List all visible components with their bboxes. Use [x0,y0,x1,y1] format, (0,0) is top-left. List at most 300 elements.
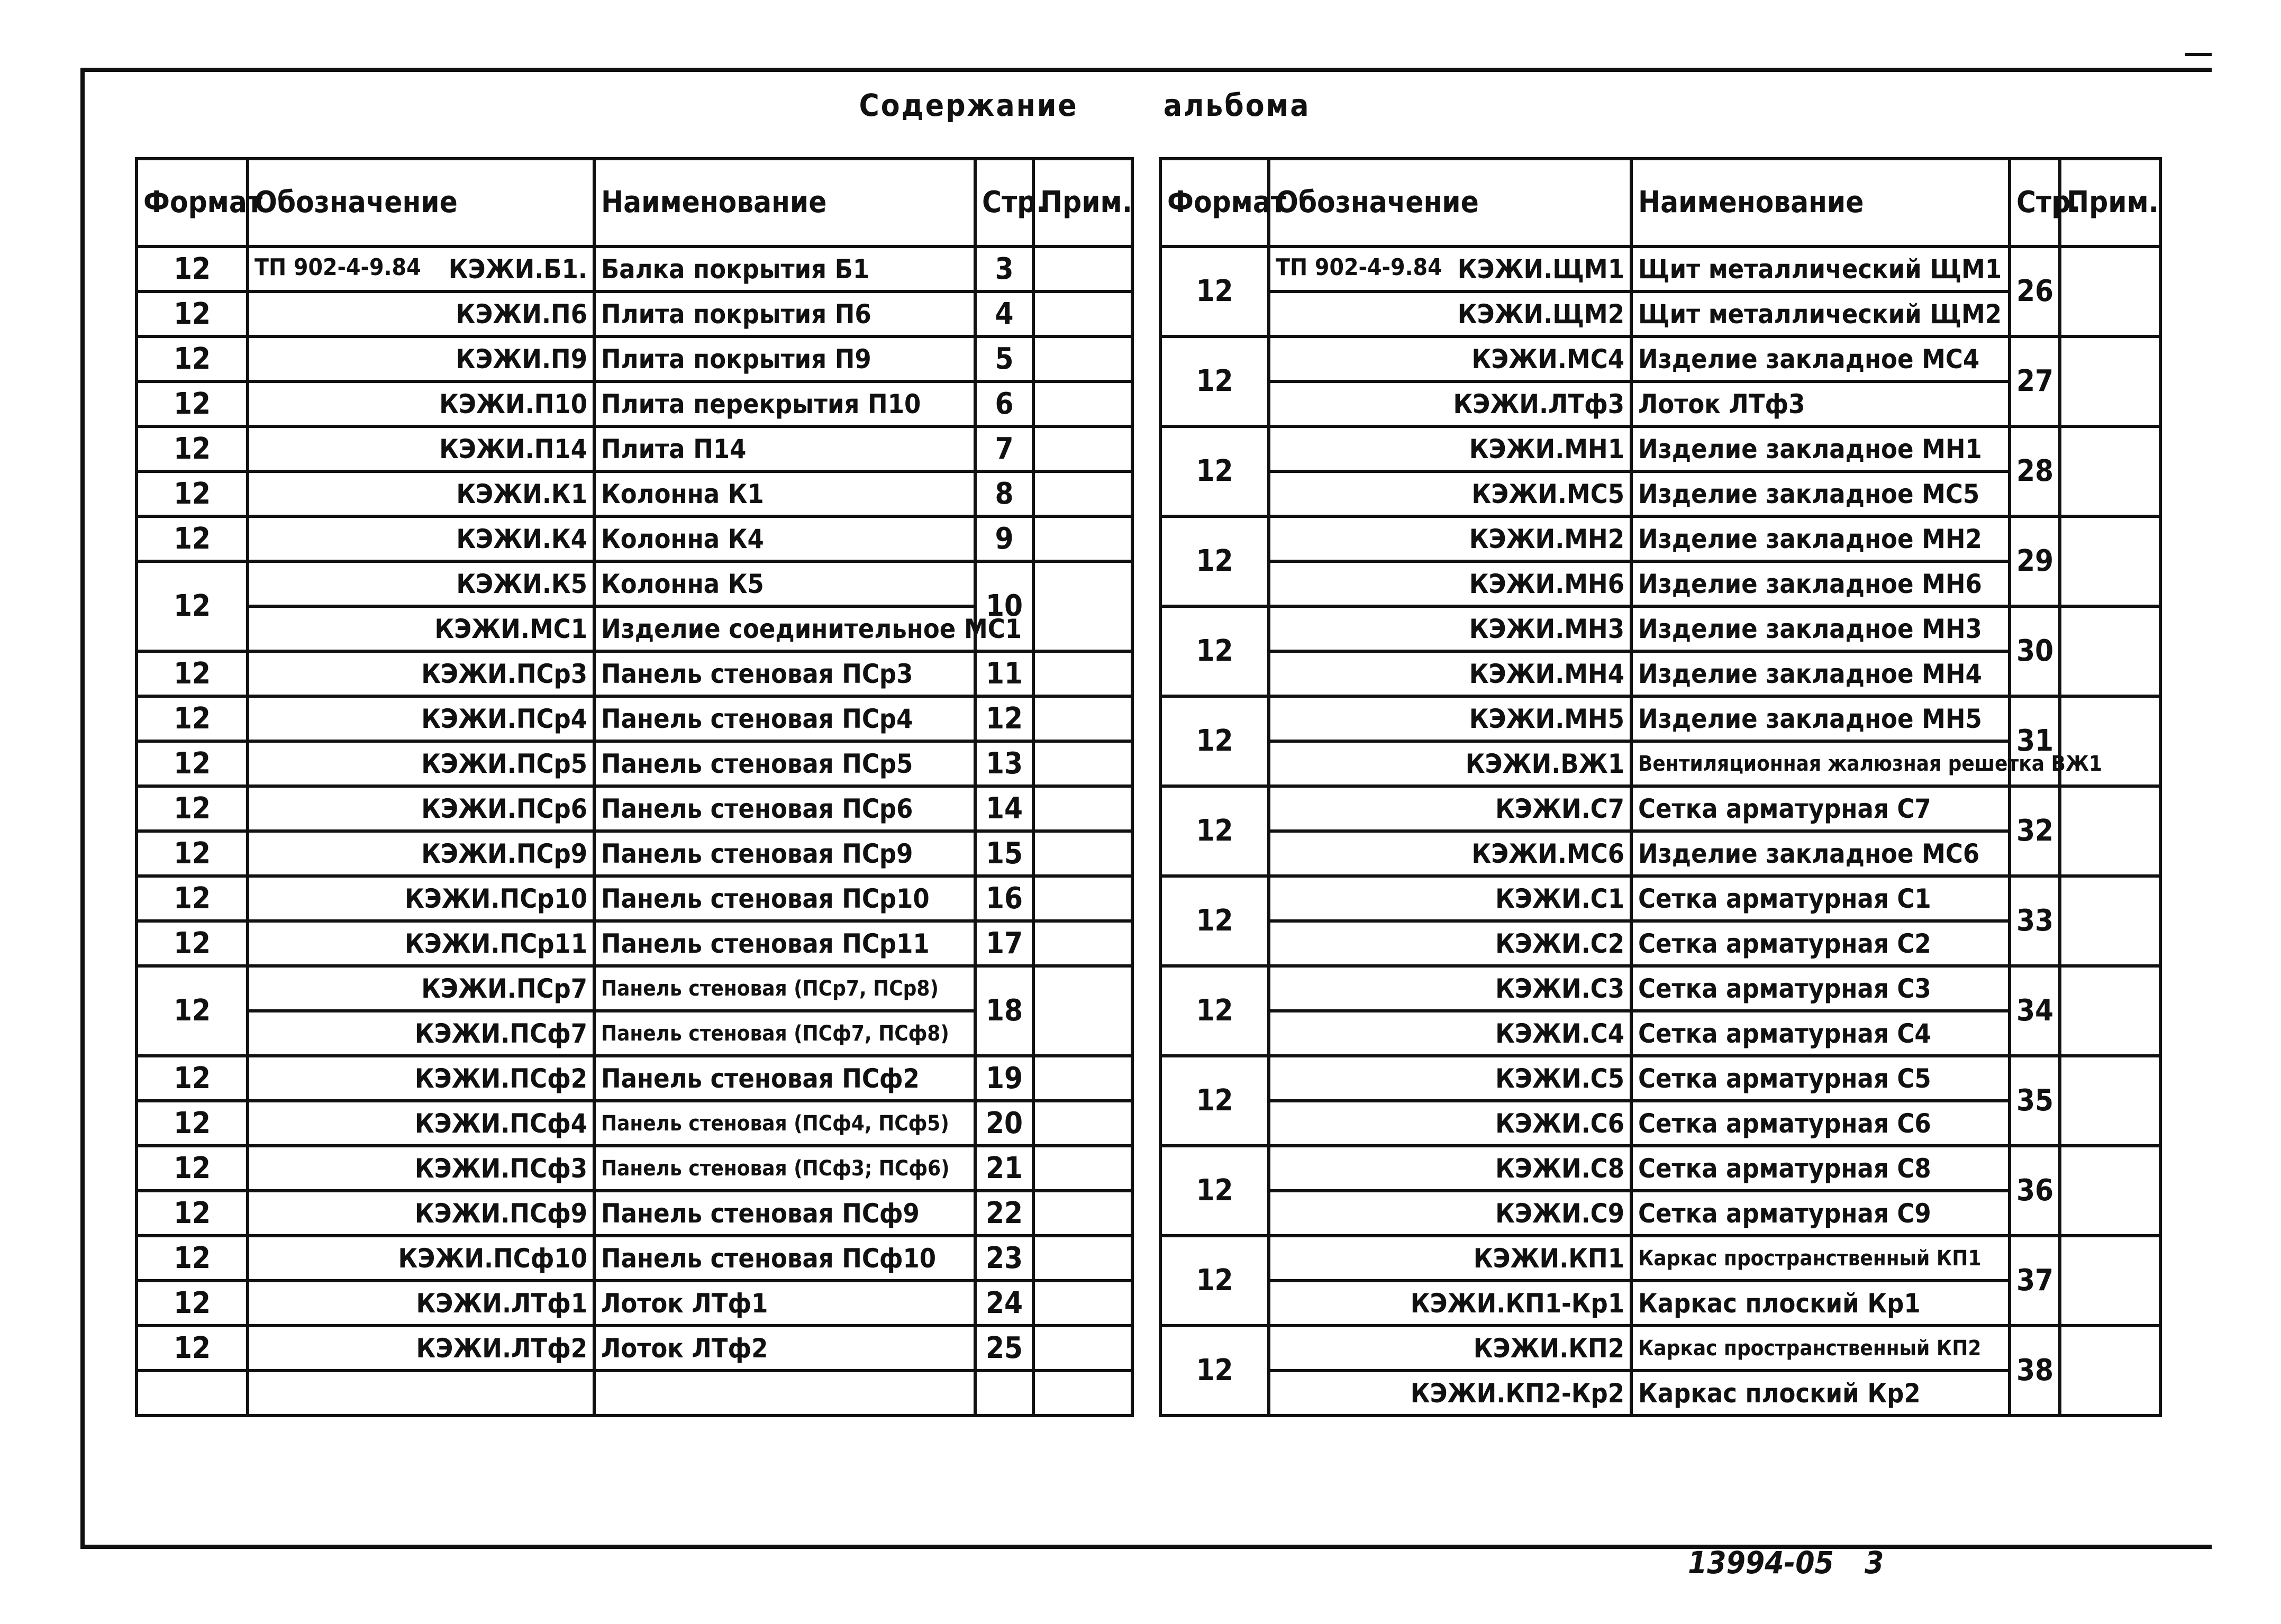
cell-format: 12 [137,741,248,786]
designation-value: КЭЖИ.ЛТф2 [416,1333,587,1364]
cell-note [1033,247,1132,291]
cell-page: 17 [975,921,1033,966]
cell-page: 11 [975,651,1033,696]
cell-designation [248,966,594,1011]
table-row [1160,606,2160,651]
designation-prefix: ТП 902-4-9.84 [1276,253,1442,281]
cell-format: 12 [137,1236,248,1281]
designation-value: КЭЖИ.КП1 [1473,1243,1624,1274]
cell-name: Изделие соединительное МС1 [594,606,975,651]
table-row [137,1236,1132,1281]
cell-note [1033,291,1132,336]
table-header-row [1160,159,2160,247]
cell-name: Панель стеновая ПСр6 [594,786,975,831]
designation-value: КЭЖИ.С7 [1495,793,1624,824]
cell-note [2060,1146,2160,1236]
designation-value: КЭЖИ.ПСр3 [421,658,587,689]
cell-name: Панель стеновая ПСф9 [594,1191,975,1236]
designation-value: КЭЖИ.П9 [456,343,587,375]
designation-value: КЭЖИ.С6 [1495,1108,1624,1139]
cell-name: Колонна К4 [594,516,975,561]
frame-bottom-line [80,1545,2212,1549]
header-designation: Обозначение [1269,159,1631,247]
cell-designation [248,831,594,876]
cell-designation [1269,1011,1631,1056]
cell-note [2060,786,2160,876]
table-row [137,336,1132,381]
designation-value: КЭЖИ.ЩМ1 [1457,253,1624,285]
empty-cell [248,1371,594,1416]
designation-value: КЭЖИ.ЛТф1 [416,1288,587,1319]
cell-designation [1269,1371,1631,1416]
table-row [137,1191,1132,1236]
cell-designation [248,1191,594,1236]
header-format: Формат [1160,159,1269,247]
table-row [1160,1236,2160,1281]
designation-value: КЭЖИ.С3 [1495,973,1624,1004]
cell-note [1033,1191,1132,1236]
cell-page: 4 [975,291,1033,336]
cell-designation [1269,1101,1631,1146]
cell-designation [1269,561,1631,606]
designation-value: КЭЖИ.МН5 [1469,703,1624,734]
cell-page: 16 [975,876,1033,921]
cell-page: 37 [2010,1236,2060,1326]
cell-designation [1269,1056,1631,1101]
cell-note [1033,1146,1132,1191]
designation-value: КЭЖИ.МН6 [1469,568,1624,599]
footer-sheet: 3 [1864,1545,1884,1581]
designation-value: КЭЖИ.МС5 [1471,478,1624,509]
cell-format: 12 [137,831,248,876]
cell-name: Плита покрытия П9 [594,336,975,381]
cell-designation [1269,966,1631,1011]
cell-note [1033,426,1132,471]
designation-value: КЭЖИ.ПСф2 [414,1063,587,1094]
table-row [137,516,1132,561]
header-designation: Обозначение [248,159,594,247]
cell-page: 22 [975,1191,1033,1236]
designation-value: КЭЖИ.МН4 [1469,658,1624,689]
cell-note [2060,516,2160,606]
cell-designation [1269,921,1631,966]
cell-name: Лоток ЛТф3 [1631,381,2010,426]
cell-name: Сетка арматурная С6 [1631,1101,2010,1146]
cell-name: Сетка арматурная С1 [1631,876,2010,921]
table-row [137,786,1132,831]
table-row [137,1146,1132,1191]
cell-format: 12 [137,336,248,381]
header-note: Прим. [2060,159,2160,247]
cell-note [1033,336,1132,381]
empty-cell [594,1371,975,1416]
cell-designation [1269,336,1631,381]
cell-page: 28 [2010,426,2060,516]
cell-page: 33 [2010,876,2060,966]
contents-table-left [135,157,1134,1417]
corner-mark [2185,53,2212,56]
cell-page: 31 [2010,696,2060,786]
cell-note [2060,1056,2160,1146]
cell-note [1033,561,1132,651]
cell-note [1033,876,1132,921]
cell-note [1033,1101,1132,1146]
designation-value: КЭЖИ.Б1. [448,253,587,285]
cell-name: Каркас пространственный КП2 [1631,1326,2010,1371]
cell-name: Сетка арматурная С4 [1631,1011,2010,1056]
table-row [137,741,1132,786]
cell-name: Колонна К1 [594,471,975,516]
cell-name: Изделие закладное МН4 [1631,651,2010,696]
cell-name: Сетка арматурная С3 [1631,966,2010,1011]
empty-cell [137,1371,248,1416]
cell-page: 26 [2010,247,2060,336]
cell-name: Панель стеновая (ПСф3; ПСф6) [594,1146,975,1191]
cell-note [1033,651,1132,696]
contents-body-right [1160,247,2160,1416]
cell-note [2060,1326,2160,1416]
cell-designation [1269,516,1631,561]
cell-designation [248,1056,594,1101]
table-row [137,921,1132,966]
empty-row [137,1371,1132,1416]
cell-page: 8 [975,471,1033,516]
cell-format: 12 [1160,1056,1269,1146]
cell-name: Вентиляционная жалюзная решетка ВЖ1 [1631,741,2010,786]
cell-page: 6 [975,381,1033,426]
cell-format: 12 [137,876,248,921]
cell-designation [248,651,594,696]
cell-page: 7 [975,426,1033,471]
cell-format: 12 [1160,516,1269,606]
cell-name: Панель стеновая (ПСф4, ПСф5) [594,1101,975,1146]
table-row [137,426,1132,471]
title-part2: альбома [1163,87,1311,123]
designation-value: КЭЖИ.МС4 [1471,343,1624,375]
table-row [1160,516,2160,561]
cell-name: Сетка арматурная С2 [1631,921,2010,966]
table-row [137,1281,1132,1326]
cell-format: 12 [1160,336,1269,426]
cell-page: 36 [2010,1146,2060,1236]
table-row [137,1056,1132,1101]
empty-cell [1033,1371,1132,1416]
cell-note [2060,966,2160,1056]
header-name: Наименование [1631,159,2010,247]
cell-page: 29 [2010,516,2060,606]
cell-name: Каркас пространственный КП1 [1631,1236,2010,1281]
cell-designation [248,381,594,426]
cell-designation [248,516,594,561]
table-row [137,966,1132,1011]
cell-designation [1269,651,1631,696]
cell-designation [248,921,594,966]
cell-designation [1269,606,1631,651]
designation-value: КЭЖИ.ПСф10 [398,1243,587,1274]
designation-value: КЭЖИ.К5 [456,568,587,599]
designation-value: КЭЖИ.С5 [1495,1063,1624,1094]
cell-designation [248,1011,594,1056]
cell-designation [1269,1191,1631,1236]
cell-name: Панель стеновая ПСф2 [594,1056,975,1101]
table-row [137,247,1132,291]
cell-designation [248,786,594,831]
table-row [137,1101,1132,1146]
designation-value: КЭЖИ.К1 [456,478,587,509]
cell-designation [248,741,594,786]
cell-note [1033,1056,1132,1101]
designation-value: КЭЖИ.ПСф9 [414,1198,587,1229]
cell-note [2060,876,2160,966]
cell-page: 15 [975,831,1033,876]
table-row [1160,247,2160,291]
designation-value: КЭЖИ.П10 [439,388,587,419]
cell-page: 3 [975,247,1033,291]
cell-page: 21 [975,1146,1033,1191]
cell-name: Сетка арматурная С9 [1631,1191,2010,1236]
designation-value: КЭЖИ.ПСр5 [421,748,587,779]
cell-format: 12 [1160,696,1269,786]
cell-page: 27 [2010,336,2060,426]
cell-format: 12 [137,651,248,696]
cell-page: 32 [2010,786,2060,876]
cell-designation [1269,696,1631,741]
cell-note [1033,831,1132,876]
sheet-code [1688,1545,1884,1581]
cell-note [2060,1236,2160,1326]
cell-designation [248,336,594,381]
cell-format: 12 [137,291,248,336]
designation-value: КЭЖИ.ПСф4 [414,1108,587,1139]
cell-designation [1269,1326,1631,1371]
table-row [1160,966,2160,1011]
designation-value: КЭЖИ.П6 [456,298,587,330]
cell-designation [1269,381,1631,426]
cell-note [1033,381,1132,426]
cell-page: 30 [2010,606,2060,696]
cell-name: Щит металлический ЩМ2 [1631,291,2010,336]
cell-page: 10 [975,561,1033,651]
cell-note [2060,247,2160,336]
cell-name: Колонна К5 [594,561,975,606]
cell-name: Панель стеновая (ПСр7, ПСр8) [594,966,975,1011]
designation-value: КЭЖИ.ПСр11 [404,928,587,959]
cell-designation [1269,786,1631,831]
cell-name: Каркас плоский Кр1 [1631,1281,2010,1326]
header-page: Стр. [975,159,1033,247]
cell-format: 12 [1160,876,1269,966]
cell-note [1033,786,1132,831]
cell-note [2060,336,2160,426]
cell-note [1033,696,1132,741]
cell-designation [248,1146,594,1191]
cell-designation [248,1326,594,1371]
designation-value: КЭЖИ.МС1 [434,613,587,644]
table-row [1160,876,2160,921]
table-row [1160,426,2160,471]
cell-format: 12 [1160,426,1269,516]
table-row [137,1326,1132,1371]
designation-value: КЭЖИ.ПСф3 [414,1153,587,1184]
cell-note [1033,471,1132,516]
empty-cell [975,1371,1033,1416]
cell-name: Плита перекрытия П10 [594,381,975,426]
cell-page: 24 [975,1281,1033,1326]
table-row [137,471,1132,516]
cell-format: 12 [137,1326,248,1371]
cell-page: 19 [975,1056,1033,1101]
cell-page: 35 [2010,1056,2060,1146]
cell-format: 12 [137,516,248,561]
header-page: Стр. [2010,159,2060,247]
table-row [137,651,1132,696]
cell-format: 12 [137,966,248,1056]
cell-name: Панель стеновая ПСф10 [594,1236,975,1281]
cell-format: 12 [1160,966,1269,1056]
cell-designation [1269,1236,1631,1281]
cell-note [2060,426,2160,516]
cell-name: Лоток ЛТф1 [594,1281,975,1326]
cell-note [1033,741,1132,786]
contents-table-right [1159,157,2162,1417]
cell-format: 12 [137,1191,248,1236]
cell-format: 12 [137,1146,248,1191]
cell-designation [1269,426,1631,471]
cell-designation [248,291,594,336]
table-row [137,381,1132,426]
header-name: Наименование [594,159,975,247]
contents-body-left [137,247,1132,1416]
cell-designation [248,606,594,651]
cell-designation [1269,1146,1631,1191]
designation-value: КЭЖИ.ПСр6 [421,793,587,824]
cell-format: 12 [1160,786,1269,876]
cell-name: Изделие закладное МН2 [1631,516,2010,561]
cell-name: Балка покрытия Б1 [594,247,975,291]
designation-value: КЭЖИ.ЩМ2 [1457,298,1624,330]
cell-designation [1269,741,1631,786]
cell-page: 12 [975,696,1033,741]
designation-value: КЭЖИ.МС6 [1471,838,1624,869]
cell-designation [248,561,594,606]
cell-note [1033,1326,1132,1371]
cell-format: 12 [1160,1146,1269,1236]
cell-format: 12 [1160,1326,1269,1416]
table-row [137,291,1132,336]
cell-designation [248,696,594,741]
designation-value: КЭЖИ.ПСф7 [414,1018,587,1049]
table-row [137,561,1132,606]
cell-note [1033,516,1132,561]
cell-format: 12 [137,921,248,966]
cell-name: Каркас плоский Кр2 [1631,1371,2010,1416]
cell-designation [248,876,594,921]
cell-format: 12 [137,786,248,831]
designation-value: КЭЖИ.К4 [456,523,587,554]
cell-name: Изделие закладное МН3 [1631,606,2010,651]
designation-value: КЭЖИ.ЛТф3 [1453,388,1624,419]
cell-name: Сетка арматурная С7 [1631,786,2010,831]
cell-name: Панель стеновая (ПСф7, ПСф8) [594,1011,975,1056]
cell-format: 12 [137,247,248,291]
frame-top-line [80,68,2212,72]
cell-name: Изделие закладное МС6 [1631,831,2010,876]
table-row [1160,786,2160,831]
page-title [714,87,1455,123]
table-row [1160,1146,2160,1191]
cell-page: 34 [2010,966,2060,1056]
designation-value: КЭЖИ.КП2-Кр2 [1410,1377,1624,1409]
cell-note [2060,606,2160,696]
cell-name: Панель стеновая ПСр5 [594,741,975,786]
designation-value: КЭЖИ.С9 [1495,1198,1624,1229]
table-row [137,696,1132,741]
cell-name: Изделие закладное МС5 [1631,471,2010,516]
cell-designation [1269,1281,1631,1326]
cell-note [1033,966,1132,1056]
cell-designation [1269,876,1631,921]
cell-page: 9 [975,516,1033,561]
cell-designation [1269,247,1631,291]
cell-page: 25 [975,1326,1033,1371]
cell-designation [248,1281,594,1326]
table-row [137,831,1132,876]
frame-left-line [80,68,85,1549]
designation-value: КЭЖИ.ПСр9 [421,838,587,869]
cell-name: Плита покрытия П6 [594,291,975,336]
table-row [137,876,1132,921]
cell-note [1033,1236,1132,1281]
cell-designation [248,471,594,516]
designation-value: КЭЖИ.П14 [439,433,587,464]
cell-format: 12 [137,471,248,516]
cell-page: 18 [975,966,1033,1056]
cell-name: Панель стеновая ПСр10 [594,876,975,921]
cell-designation [1269,471,1631,516]
designation-value: КЭЖИ.МН2 [1469,523,1624,554]
header-format: Формат [137,159,248,247]
cell-note [1033,1281,1132,1326]
cell-name: Щит металлический ЩМ1 [1631,247,2010,291]
cell-name: Изделие закладное МН6 [1631,561,2010,606]
title-part1: Содержание [859,87,1078,123]
cell-designation [248,247,594,291]
designation-value: КЭЖИ.МН1 [1469,433,1624,464]
cell-name: Изделие закладное МН1 [1631,426,2010,471]
table-row [1160,336,2160,381]
cell-format: 12 [137,1056,248,1101]
cell-name: Изделие закладное МС4 [1631,336,2010,381]
cell-designation [248,1101,594,1146]
cell-name: Панель стеновая ПСр9 [594,831,975,876]
cell-format: 12 [137,1281,248,1326]
designation-value: КЭЖИ.КП2 [1473,1333,1624,1364]
cell-format: 12 [137,426,248,471]
cell-format: 12 [137,1101,248,1146]
cell-page: 38 [2010,1326,2060,1416]
designation-value: КЭЖИ.ПСр4 [421,703,587,734]
designation-value: КЭЖИ.С1 [1495,883,1624,914]
designation-prefix: ТП 902-4-9.84 [255,253,421,281]
cell-format: 12 [137,561,248,651]
cell-format: 12 [1160,606,1269,696]
header-note: Прим. [1033,159,1132,247]
cell-page: 23 [975,1236,1033,1281]
cell-name: Сетка арматурная С8 [1631,1146,2010,1191]
cell-designation [1269,831,1631,876]
cell-note [1033,921,1132,966]
cell-page: 13 [975,741,1033,786]
